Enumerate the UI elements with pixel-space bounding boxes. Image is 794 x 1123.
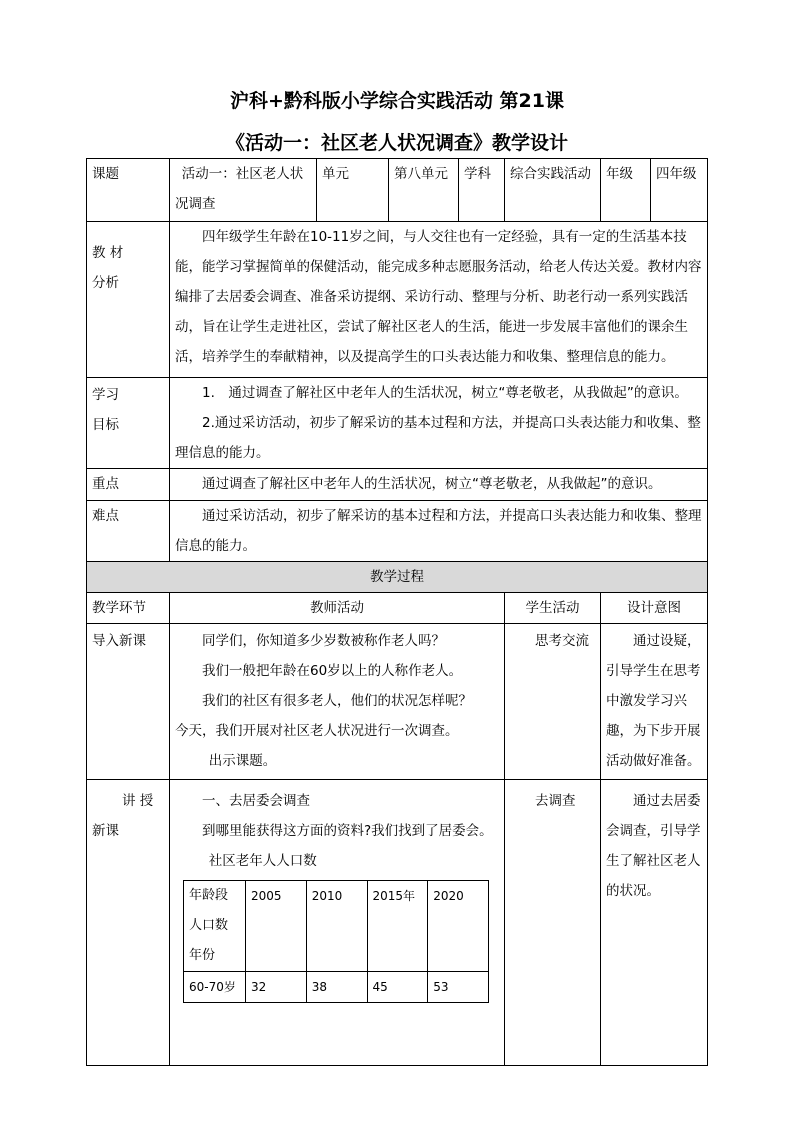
process-header-row — [87, 562, 708, 593]
population-table — [183, 880, 489, 1003]
population-year: 2020 — [428, 881, 489, 972]
population-value: 45 — [367, 972, 428, 1003]
col-student: 学生活动 — [505, 593, 601, 624]
population-row — [184, 972, 489, 1003]
document-title-line1: 沪科+黔科版小学综合实践活动 第21课 — [230, 90, 564, 112]
subject-value: 综合实践活动 — [505, 159, 601, 222]
intro-intent: 通过设疑，引导学生在思考中激发学习兴趣，为下步开展活动做好准备。 — [601, 624, 708, 780]
col-stage: 教学环节 — [87, 593, 170, 624]
document-title-line2: 《活动一：社区老人状况调查》教学设计 — [225, 132, 568, 154]
analysis-label: 教 材 分析 — [87, 222, 170, 378]
grade-label: 年级 — [601, 159, 651, 222]
process-header: 教学过程 — [87, 562, 708, 593]
intro-student: 思考交流 — [505, 624, 601, 780]
analysis-text: 四年级学生年龄在10-11岁之间，与人交往也有一定经验，具有一定的生活基本技能，能学习掌握简单的保健活动，能完成多种志愿服务活动，给老人传达关爱。教材内容编排了去居委会调查、准备采访提纲、采访行动、整理与分析、助老行动一系列实践活动，旨在让学生走进社区，尝试了解社区老人的生活，能进一步发展丰富他们的课余生活，培养学生的奉献精神，以及提高学生的口头表达能力和收集、整理信息的能力。 — [170, 222, 708, 378]
population-corner: 年龄段 人口数 年份 — [184, 881, 246, 972]
difficulty-label: 难点 — [87, 501, 170, 562]
unit-value: 第八单元 — [389, 159, 459, 222]
lesson-teacher: 一、去居委会调查 到哪里能获得这方面的资料?我们找到了居委会。 社区老年人人口数 年龄段 人口数 年份 2005 2010 2015年 2020 60-70岁 32 38 45 53 — [170, 780, 505, 1066]
population-value: 53 — [428, 972, 489, 1003]
info-row — [87, 159, 708, 222]
population-year: 2015年 — [367, 881, 428, 972]
lesson-plan-table — [86, 158, 708, 1066]
lesson-intent: 通过去居委会调查，引导学生了解社区老人的状况。 — [601, 780, 708, 1066]
lesson-student: 去调查 — [505, 780, 601, 1066]
goal-item-2: 2.通过采访活动，初步了解采访的基本过程和方法，并提高口头表达能力和收集、整理信息的能力。 — [175, 415, 701, 461]
unit-label: 单元 — [317, 159, 389, 222]
population-value: 32 — [246, 972, 307, 1003]
population-year: 2005 — [246, 881, 307, 972]
difficulty-row — [87, 501, 708, 562]
key-point-text: 通过调查了解社区中老年人的生活状况，树立“尊老敬老，从我做起”的意识。 — [170, 469, 708, 501]
goals-row — [87, 378, 708, 469]
grade-value: 四年级 — [651, 159, 708, 222]
population-age: 60-70岁 — [184, 972, 246, 1003]
key-point-label: 重点 — [87, 469, 170, 501]
analysis-row — [87, 222, 708, 378]
col-intent: 设计意图 — [601, 593, 708, 624]
goals-label: 学习 目标 — [87, 378, 170, 469]
process-columns-row — [87, 593, 708, 624]
population-value: 38 — [306, 972, 367, 1003]
difficulty-text: 通过采访活动，初步了解采访的基本过程和方法，并提高口头表达能力和收集、整理信息的能力。 — [170, 501, 708, 562]
goal-item-1: 1. 通过调查了解社区中老年人的生活状况，树立“尊老敬老，从我做起”的意识。 — [202, 385, 688, 401]
intro-teacher: 同学们，你知道多少岁数被称作老人吗？ 我们一般把年龄在60岁以上的人称作老人。 我们的社区有很多老人，他们的状况怎样呢？ 今天，我们开展对社区老人状况进行一次调查。 出示课题。 — [170, 624, 505, 780]
col-teacher: 教师活动 — [170, 593, 505, 624]
topic-label: 课题 — [87, 159, 170, 222]
topic-value: 活动一：社区老人状况调查 — [170, 159, 317, 222]
subject-label: 学科 — [459, 159, 505, 222]
population-header-row — [184, 881, 489, 972]
intro-stage: 导入新课 — [87, 624, 170, 780]
key-point-row — [87, 469, 708, 501]
intro-row — [87, 624, 708, 780]
goals-text — [170, 378, 708, 469]
lesson-stage: 讲 授 新课 — [87, 780, 170, 1066]
lesson-row — [87, 780, 708, 1066]
population-year: 2010 — [306, 881, 367, 972]
